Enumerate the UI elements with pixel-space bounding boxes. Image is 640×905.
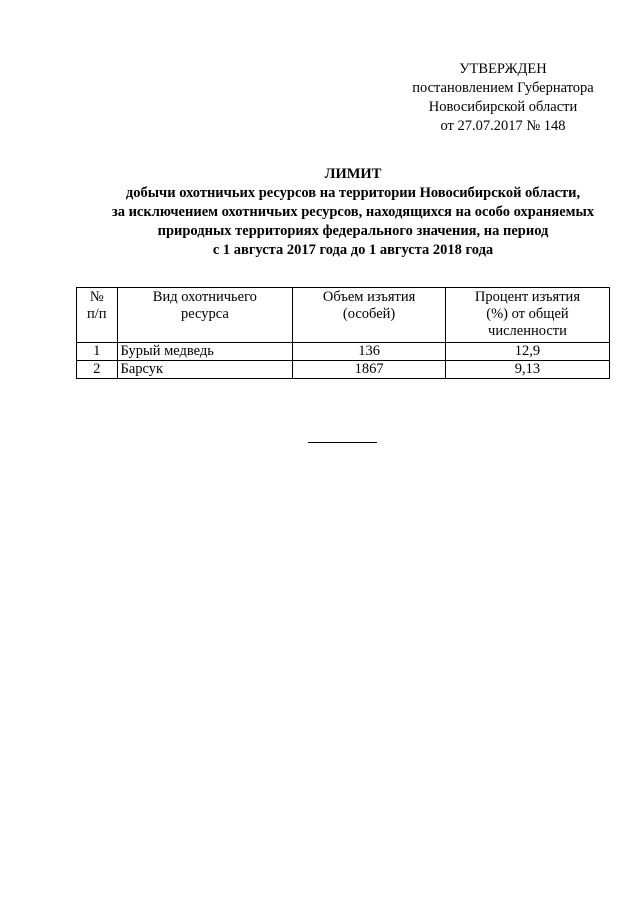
approval-date-number: от 27.07.2017 № 148 — [440, 118, 566, 134]
approval-stamp — [392, 60, 614, 136]
table-row — [77, 361, 610, 379]
table-row — [77, 343, 610, 361]
table-header-row — [77, 288, 610, 343]
heading-line-2: за исключением охотничьих ресурсов, находящихся на особо охраняемых — [111, 204, 595, 220]
heading-line-3: природных территориях федерального значения, на период — [157, 223, 549, 239]
cell-percent: 9,13 — [445, 361, 609, 379]
heading-line-1: добычи охотничьих ресурсов на территории Новосибирской области, — [125, 185, 581, 201]
document-heading — [60, 165, 640, 260]
cell-kind: Бурый медведь — [117, 343, 293, 361]
header-kind: Вид охотничьего ресурса — [117, 288, 293, 343]
approval-region: Новосибирской области — [428, 99, 578, 115]
limit-table — [76, 287, 610, 379]
end-divider — [308, 442, 377, 443]
approval-title: УТВЕРЖДЕН — [459, 61, 547, 77]
cell-percent: 12,9 — [445, 343, 609, 361]
cell-volume: 1867 — [293, 361, 446, 379]
header-num: № п/п — [77, 288, 118, 343]
document-title: ЛИМИТ — [324, 166, 382, 182]
header-volume: Объем изъятия (особей) — [293, 288, 446, 343]
cell-num: 1 — [77, 343, 118, 361]
cell-volume: 136 — [293, 343, 446, 361]
cell-kind: Барсук — [117, 361, 293, 379]
approval-decree: постановлением Губернатора — [412, 80, 594, 96]
heading-line-4: с 1 августа 2017 года до 1 августа 2018 года — [212, 242, 494, 258]
cell-num: 2 — [77, 361, 118, 379]
header-percent: Процент изъятия (%) от общей численности — [445, 288, 609, 343]
